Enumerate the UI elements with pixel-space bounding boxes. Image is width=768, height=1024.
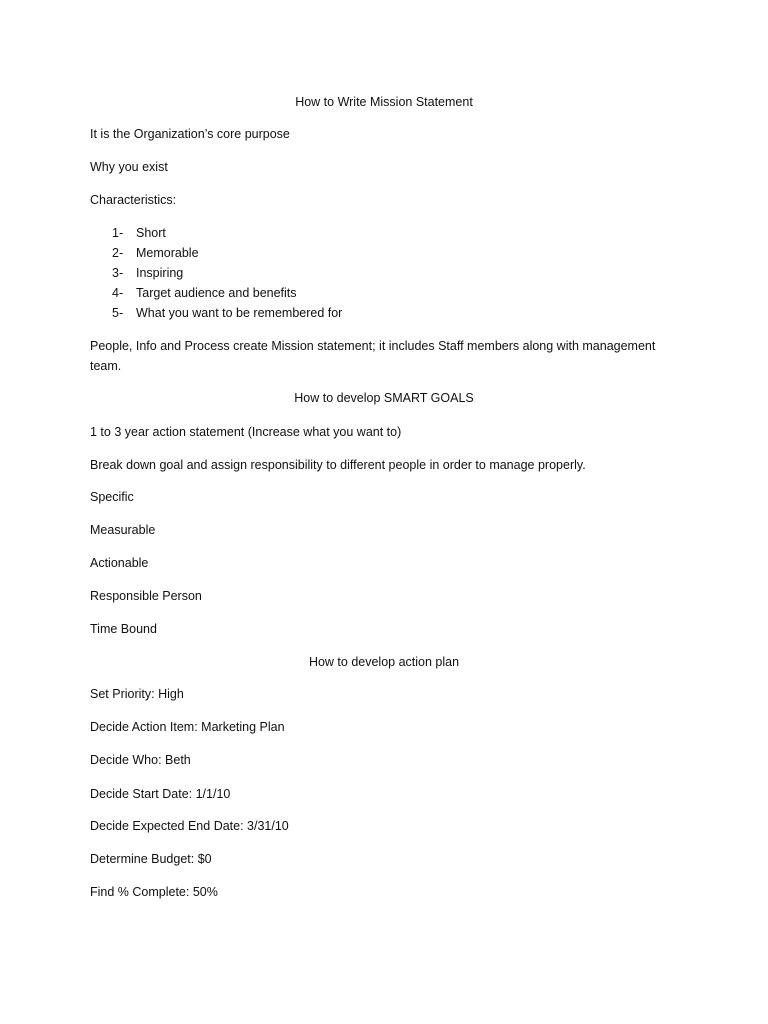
action-item-who: Decide Who: Beth — [90, 753, 191, 767]
action-item-priority: Set Priority: High — [90, 687, 184, 701]
mission-paragraph: People, Info and Process create Mission statement; it includes Staff members along with management team. — [90, 339, 656, 373]
smart-item-specific: Specific — [90, 490, 134, 504]
smart-line-breakdown: Break down goal and assign responsibility to different people in order to manage properly. — [90, 458, 586, 472]
smart-item-measurable: Measurable — [90, 523, 156, 537]
smart-heading: How to develop SMART GOALS — [294, 391, 474, 405]
list-item-number: 1- — [112, 226, 124, 240]
smart-line-statement: 1 to 3 year action statement (Increase what you want to) — [90, 425, 402, 439]
list-item: Target audience and benefits — [136, 286, 297, 300]
action-item-complete: Find % Complete: 50% — [90, 885, 218, 899]
list-item-number: 2- — [112, 246, 124, 260]
list-item-number: 5- — [112, 306, 124, 320]
list-item: Short — [136, 226, 166, 240]
action-plan-heading: How to develop action plan — [308, 655, 460, 669]
list-item: What you want to be remembered for — [136, 306, 343, 320]
action-item-budget: Determine Budget: $0 — [90, 852, 212, 866]
mission-heading: How to Write Mission Statement — [295, 95, 473, 109]
smart-item-actionable: Actionable — [90, 556, 149, 570]
list-item-number: 4- — [112, 286, 124, 300]
action-item-start-date: Decide Start Date: 1/1/10 — [90, 787, 231, 801]
list-item: Memorable — [136, 246, 199, 260]
list-item: Inspiring — [136, 266, 184, 280]
mission-line-purpose: It is the Organization’s core purpose — [90, 127, 290, 141]
list-item-number: 3- — [112, 266, 124, 280]
smart-item-timebound: Time Bound — [90, 622, 157, 636]
characteristics-label: Characteristics: — [90, 193, 177, 207]
action-item-action: Decide Action Item: Marketing Plan — [90, 720, 285, 734]
mission-line-why: Why you exist — [90, 160, 168, 174]
smart-item-responsible: Responsible Person — [90, 589, 202, 603]
action-item-end-date: Decide Expected End Date: 3/31/10 — [90, 819, 289, 833]
